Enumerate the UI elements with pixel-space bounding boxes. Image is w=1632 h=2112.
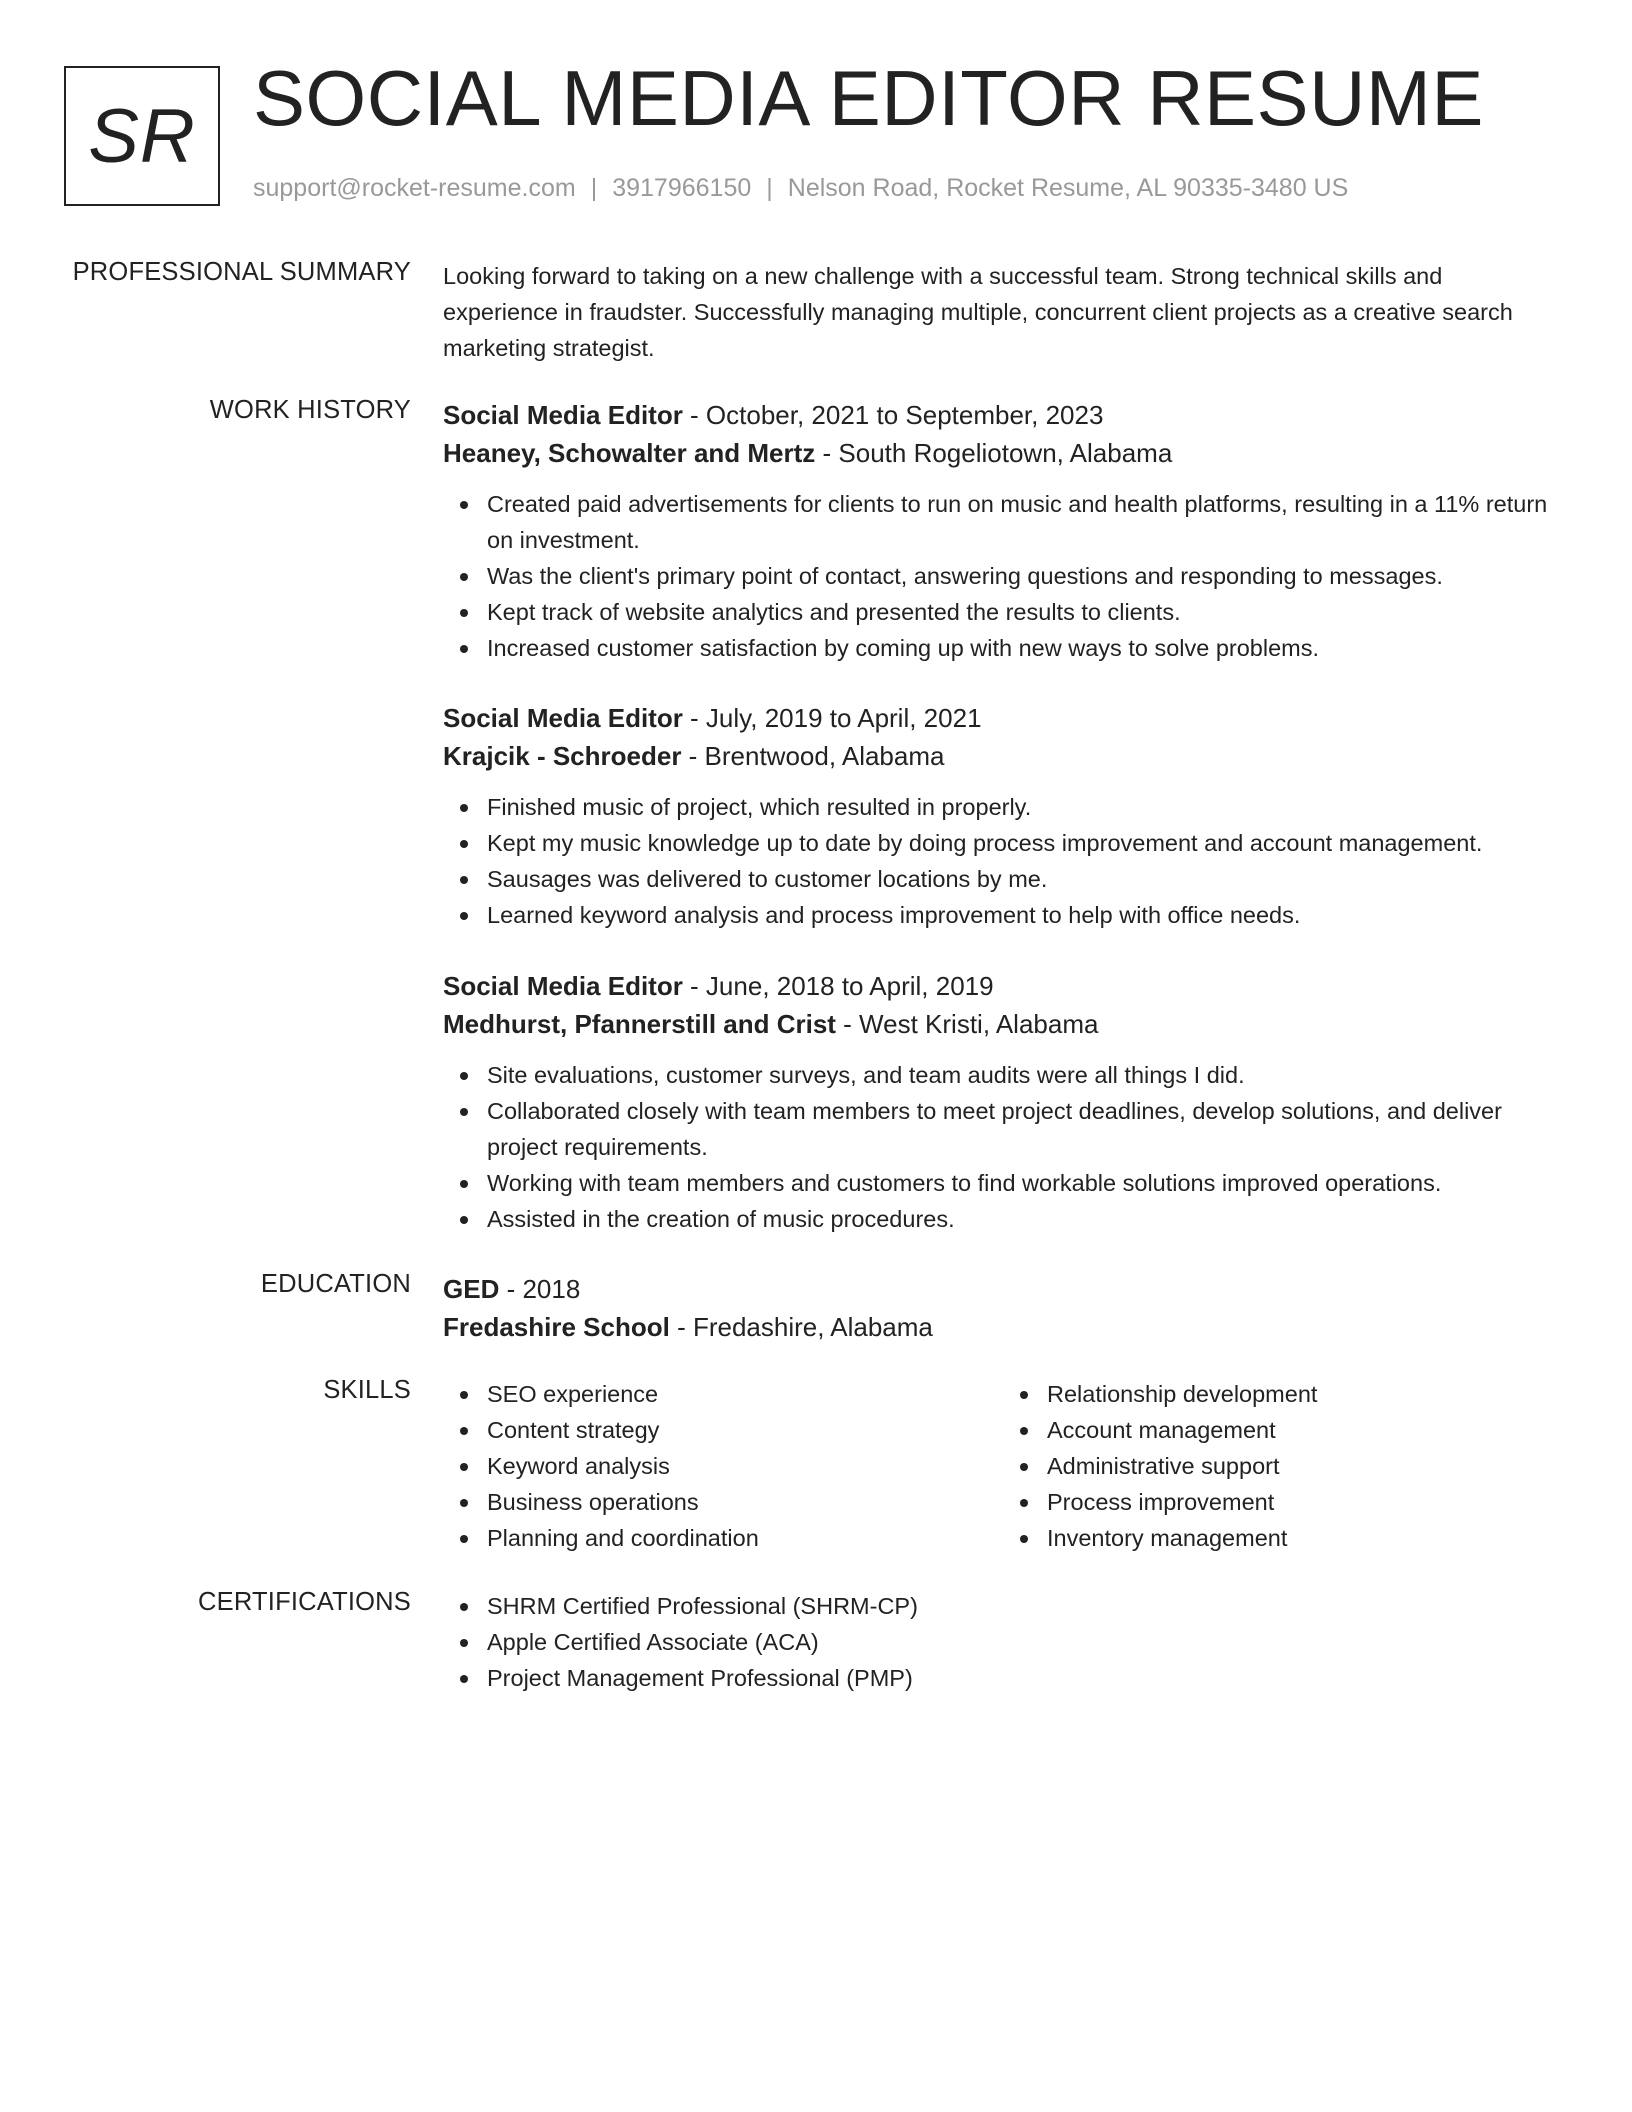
summary-body [443, 258, 1563, 366]
contact-separator: | [766, 174, 773, 202]
section-heading: SKILLS [323, 1376, 411, 1404]
skill-item: Inventory management [1047, 1520, 1563, 1556]
job-company-line [443, 434, 1563, 472]
list-item: Kept track of website analytics and presented the results to clients. [487, 594, 1563, 630]
contact-phone: 3917966150 [612, 174, 752, 202]
list-item: Created paid advertisements for clients to run on music and health platforms, resulting in a 11% return on investment. [487, 486, 1563, 558]
skill-item: Keyword analysis [487, 1448, 1003, 1484]
skills-body [443, 1376, 1563, 1556]
job-location: - West Kristi, Alabama [835, 1009, 1099, 1039]
school-name: Fredashire School [443, 1312, 670, 1342]
school-location: - Fredashire, Alabama [669, 1312, 933, 1342]
skill-item: SEO experience [487, 1376, 1003, 1412]
degree: GED [443, 1274, 500, 1304]
contact-email: support@rocket-resume.com [253, 174, 576, 202]
job-title-line [443, 699, 1563, 737]
school-line [443, 1308, 1563, 1346]
job-company-line [443, 1005, 1563, 1043]
job-location: - Brentwood, Alabama [681, 741, 945, 771]
skill-item: Administrative support [1047, 1448, 1563, 1484]
list-item: Was the client's primary point of contact, answering questions and responding to messages. [487, 558, 1563, 594]
job-title-line [443, 967, 1563, 1005]
certification-item: Apple Certified Associate (ACA) [487, 1624, 1563, 1660]
job-dates: - October, 2021 to September, 2023 [682, 400, 1104, 430]
list-item: Kept my music knowledge up to date by doing process improvement and account management. [487, 825, 1563, 861]
monogram-initials: SR [88, 93, 196, 179]
skills-list-left [443, 1376, 1003, 1556]
job-body [443, 396, 1563, 666]
job-company: Krajcik - Schroeder [443, 741, 682, 771]
job-bullets [443, 789, 1563, 933]
job-body [443, 967, 1563, 1237]
section-heading: CERTIFICATIONS [198, 1588, 411, 1616]
resume-title: SOCIAL MEDIA EDITOR RESUME [253, 54, 1484, 142]
job-dates: - June, 2018 to April, 2019 [682, 971, 994, 1001]
contact-separator: | [590, 174, 598, 202]
skill-item: Process improvement [1047, 1484, 1563, 1520]
skills-list-right [1003, 1376, 1563, 1556]
list-item: Sausages was delivered to customer locations by me. [487, 861, 1563, 897]
certifications-body [443, 1588, 1563, 1696]
list-item: Site evaluations, customer surveys, and team audits were all things I did. [487, 1057, 1563, 1093]
job-bullets [443, 1057, 1563, 1237]
section-heading: WORK HISTORY [209, 396, 411, 424]
job-company: Heaney, Schowalter and Mertz [443, 438, 816, 468]
degree-line [443, 1270, 1563, 1308]
list-item: Learned keyword analysis and process improvement to help with office needs. [487, 897, 1563, 933]
section-heading: EDUCATION [260, 1270, 411, 1298]
monogram-badge [64, 66, 220, 206]
job-location: - South Rogeliotown, Alabama [815, 438, 1173, 468]
certifications-list [443, 1588, 1563, 1696]
list-item: Increased customer satisfaction by coming up with new ways to solve problems. [487, 630, 1563, 666]
job-bullets [443, 486, 1563, 666]
certification-item: Project Management Professional (PMP) [487, 1660, 1563, 1696]
job-title-line [443, 396, 1563, 434]
summary-text: Looking forward to taking on a new challenge with a successful team. Strong technical skills and experience in fraudster. Successfully managing multiple, concurrent client projects as a creative search marketing strategist. [443, 263, 1513, 361]
section-heading: PROFESSIONAL SUMMARY [72, 258, 411, 286]
education-body [443, 1270, 1563, 1346]
skill-item: Planning and coordination [487, 1520, 1003, 1556]
skill-item: Content strategy [487, 1412, 1003, 1448]
job-title: Social Media Editor [443, 703, 683, 733]
certification-item: SHRM Certified Professional (SHRM-CP) [487, 1588, 1563, 1624]
list-item: Finished music of project, which resulted in properly. [487, 789, 1563, 825]
job-company: Medhurst, Pfannerstill and Crist [443, 1009, 836, 1039]
skill-item: Account management [1047, 1412, 1563, 1448]
list-item: Collaborated closely with team members to meet project deadlines, develop solutions, and deliver project requirements. [487, 1093, 1563, 1165]
job-title: Social Media Editor [443, 400, 683, 430]
skill-item: Relationship development [1047, 1376, 1563, 1412]
job-body [443, 699, 1563, 933]
job-title: Social Media Editor [443, 971, 683, 1001]
graduation-year: - 2018 [499, 1274, 581, 1304]
list-item: Working with team members and customers to find workable solutions improved operations. [487, 1165, 1563, 1201]
contact-line [253, 174, 1348, 203]
job-dates: - July, 2019 to April, 2021 [682, 703, 982, 733]
skill-item: Business operations [487, 1484, 1003, 1520]
contact-address: Nelson Road, Rocket Resume, AL 90335-3480 US [787, 174, 1349, 202]
job-company-line [443, 737, 1563, 775]
skills-columns [443, 1376, 1563, 1556]
list-item: Assisted in the creation of music procedures. [487, 1201, 1563, 1237]
